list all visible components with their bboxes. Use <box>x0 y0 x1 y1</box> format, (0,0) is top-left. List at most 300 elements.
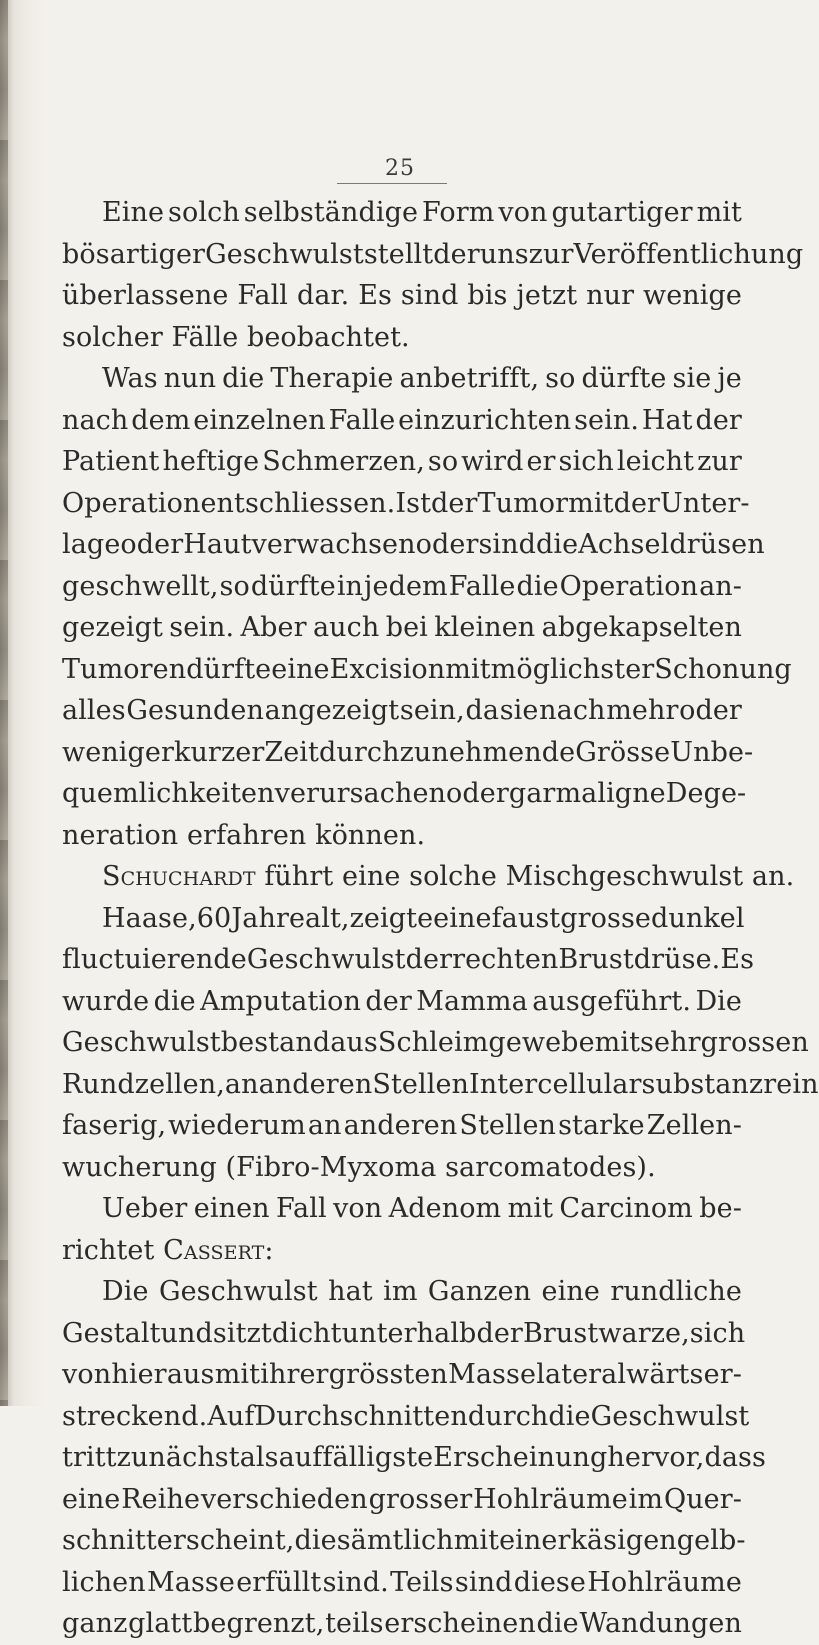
word: so <box>545 363 576 394</box>
word: ganz <box>62 1608 128 1639</box>
text-line <box>62 1230 742 1272</box>
word: wiederum <box>168 1110 306 1141</box>
word: sind <box>454 1566 513 1598</box>
word: Masse <box>147 1566 235 1598</box>
text-line <box>62 649 792 691</box>
word: Durchschnitten <box>254 1400 468 1432</box>
line-text: neration erfahren können. <box>62 819 426 851</box>
line-text: solcher Fälle beobachtet. <box>62 321 410 353</box>
word: verschieden <box>200 1483 368 1515</box>
word: dem <box>131 404 191 436</box>
word: Ueber <box>102 1193 188 1224</box>
text-line <box>62 1022 809 1064</box>
word: im <box>383 1276 418 1307</box>
word: sie <box>672 363 712 394</box>
word: aus <box>166 1359 215 1390</box>
word: dass <box>704 1442 766 1473</box>
word: Form <box>421 197 495 228</box>
word: Schleimgewebe <box>377 1027 595 1058</box>
text-line <box>62 1313 746 1355</box>
word: sein. <box>169 612 235 643</box>
word: lichen <box>62 1566 146 1598</box>
word: verwachsen <box>251 529 416 560</box>
text-line <box>62 441 742 483</box>
word: Hohlräume <box>473 1483 628 1515</box>
word: Tumoren <box>62 653 187 685</box>
word: Grösse <box>575 736 671 768</box>
line-text <box>62 939 755 981</box>
body-text <box>62 192 819 1645</box>
word: Haut <box>183 529 252 560</box>
word: gar <box>508 778 556 809</box>
word: mit <box>568 487 614 519</box>
word: an <box>224 1068 259 1100</box>
word: Zellen- <box>646 1110 742 1141</box>
line-text <box>62 1562 742 1604</box>
word: erscheint, <box>156 1525 295 1556</box>
word: mit <box>696 197 742 228</box>
word: teils <box>325 1608 384 1639</box>
line-prefix: richtet <box>62 1234 164 1266</box>
binding-edge <box>0 0 8 1406</box>
word: Adenom <box>388 1193 502 1224</box>
word: von <box>333 1193 383 1224</box>
text-line <box>62 1188 742 1230</box>
line-text <box>62 1354 742 1396</box>
text-line <box>62 607 742 649</box>
word: erscheinen <box>384 1608 536 1639</box>
word: bösartiger <box>62 238 206 270</box>
word: Zeit <box>264 736 319 768</box>
word: Brustdrüse. <box>558 944 721 975</box>
word: hervor, <box>607 1442 705 1473</box>
word: auffälligste <box>278 1442 434 1473</box>
text-line <box>62 856 795 898</box>
line-text <box>102 358 742 400</box>
word: abgekapselten <box>541 612 742 643</box>
line-text <box>62 773 747 815</box>
word: Es <box>720 944 755 975</box>
line-text <box>62 1603 742 1645</box>
text-line <box>62 1396 750 1438</box>
word: Haase, <box>102 902 197 934</box>
word: Schmerzen, <box>262 446 425 477</box>
word: be- <box>699 1193 742 1224</box>
word: durch <box>467 1400 549 1432</box>
word: wurde <box>62 985 150 1017</box>
word: Hat <box>641 404 693 436</box>
text-line <box>62 275 742 317</box>
word: unterhalb <box>341 1317 477 1349</box>
word: überlassene <box>62 280 229 311</box>
word: anderen <box>258 1068 373 1100</box>
word: dar. <box>296 280 350 311</box>
word: der <box>433 238 480 270</box>
word: begrenzt, <box>193 1608 325 1639</box>
word: zeigte <box>349 902 434 934</box>
word: nun <box>163 363 217 394</box>
word: rundliche <box>610 1276 742 1307</box>
word: Fall <box>276 1193 327 1224</box>
word: von <box>62 1359 112 1390</box>
word: alles <box>62 695 126 726</box>
word: solch <box>168 197 240 228</box>
word: dürfte <box>186 653 272 685</box>
text-line <box>62 815 742 857</box>
word: entschliessen. <box>200 487 396 519</box>
word: sein, <box>399 695 465 726</box>
word: von <box>498 197 548 228</box>
text-line <box>62 1271 742 1313</box>
word: dicht <box>271 1317 342 1349</box>
word: stellt <box>363 238 434 270</box>
word: sind <box>478 529 537 560</box>
word: Quer- <box>663 1483 742 1515</box>
word: Wandungen <box>579 1608 742 1639</box>
text-line <box>62 192 742 234</box>
line-text <box>62 1105 742 1147</box>
word: grosser <box>368 1483 473 1515</box>
word: die <box>153 985 196 1017</box>
word: sich <box>689 1317 746 1349</box>
word: Jahre <box>231 902 306 934</box>
word: wenige <box>643 280 742 311</box>
word: auch <box>312 612 380 643</box>
line-text <box>62 981 742 1023</box>
word: zur <box>528 238 574 270</box>
line-text <box>62 1520 746 1562</box>
word: Operation <box>62 487 201 519</box>
word: Gesunden <box>126 695 264 726</box>
word: Schonung <box>654 653 792 685</box>
word: uns <box>479 238 529 270</box>
line-text: führt eine solche Mischgeschwulst an. <box>255 861 795 892</box>
text-line <box>62 1147 742 1189</box>
word: der <box>431 487 478 519</box>
line-text: wucherung (Fibro-Myxoma sarcomatodes). <box>62 1151 656 1183</box>
line-text: : <box>264 1234 274 1266</box>
word: Reihe <box>121 1483 201 1515</box>
word: oder <box>120 529 184 560</box>
word: Stellen <box>372 1068 470 1100</box>
word: je <box>717 363 742 394</box>
text-line <box>62 939 755 981</box>
page-number-rule <box>337 183 447 184</box>
word: glatt <box>128 1608 193 1639</box>
text-line <box>62 524 765 566</box>
word: Tumor <box>477 487 569 519</box>
word: möglichster <box>490 653 655 685</box>
word: 60 <box>196 902 232 934</box>
word: dürfte <box>250 570 336 602</box>
line-text <box>62 566 742 608</box>
word: sind. <box>322 1566 389 1598</box>
word: eine <box>62 1483 121 1515</box>
word: weniger <box>62 736 174 768</box>
text-line <box>62 1105 742 1147</box>
word: leicht <box>616 446 695 477</box>
word: fluctuierende <box>62 944 247 975</box>
text-line <box>62 317 742 359</box>
word: die <box>536 1608 579 1639</box>
word: Geschwulst <box>246 944 406 975</box>
word: Rundzellen, <box>62 1068 225 1100</box>
word: verursachen <box>274 778 447 809</box>
word: der <box>365 985 412 1017</box>
word: bei <box>385 612 428 643</box>
word: Carcinom <box>559 1193 693 1224</box>
text-line <box>62 566 742 608</box>
word: die <box>516 570 559 602</box>
word: sie <box>499 695 539 726</box>
text-line <box>62 898 745 940</box>
word: der <box>476 1317 523 1349</box>
word: mit <box>594 1027 641 1058</box>
text-line <box>62 234 804 276</box>
word: Geschwulst <box>158 1276 318 1307</box>
line-text <box>62 1313 746 1355</box>
word: Falle <box>328 404 396 436</box>
word: jetzt <box>516 280 578 311</box>
line-text <box>62 1396 750 1438</box>
word: da <box>465 695 500 726</box>
text-line <box>62 732 754 774</box>
word: als <box>239 1442 279 1473</box>
word: an <box>307 1110 342 1141</box>
word: starke <box>558 1110 645 1141</box>
word: aus <box>330 1027 378 1058</box>
word: der <box>405 944 453 975</box>
word: oder <box>446 778 509 809</box>
word: Die <box>695 985 742 1017</box>
word: sehr <box>640 1027 701 1058</box>
word: kurzer <box>173 736 265 768</box>
word: diese <box>513 1566 586 1598</box>
word: einzurichten <box>398 404 572 436</box>
author-name: Cassert <box>163 1234 265 1266</box>
text-line <box>62 358 742 400</box>
word: Unbe- <box>670 736 754 768</box>
word: gezeigt <box>62 612 163 643</box>
word: im <box>628 1483 664 1515</box>
word: schnitt <box>62 1525 157 1556</box>
word: zur <box>697 446 742 477</box>
word: einer <box>499 1525 571 1556</box>
word: Geschwulst <box>590 1400 750 1432</box>
text-line <box>62 773 747 815</box>
word: eine <box>271 653 330 685</box>
text-line <box>62 1520 746 1562</box>
word: sämtlich <box>336 1525 454 1556</box>
word: hier <box>111 1359 167 1390</box>
word: Es <box>358 280 392 311</box>
word: die <box>222 363 265 394</box>
word: sind <box>400 280 459 311</box>
word: Stellen <box>459 1110 557 1141</box>
word: anderen <box>343 1110 458 1141</box>
word: dunkel <box>650 902 745 934</box>
word: gutartiger <box>551 197 693 228</box>
word: Geschwulst <box>205 238 364 270</box>
word: wird <box>461 446 524 477</box>
word: maligne <box>555 778 666 809</box>
word: mit <box>214 1359 261 1390</box>
word: er <box>526 446 556 477</box>
word: so <box>427 446 459 477</box>
word: grössten <box>328 1359 448 1390</box>
word: Geschwulst <box>62 1027 221 1058</box>
text-line <box>62 1479 742 1521</box>
word: Gestalt <box>62 1317 161 1349</box>
line-text <box>62 234 804 276</box>
author-name: Schuchardt <box>102 861 256 892</box>
word: Falle <box>448 570 516 602</box>
line-text <box>62 524 765 566</box>
line-text <box>62 275 742 317</box>
text-line <box>62 483 750 525</box>
line-text <box>62 607 742 649</box>
word: quemlichkeiten <box>62 778 275 809</box>
line-text <box>102 1188 742 1230</box>
word: bis <box>467 280 508 311</box>
word: sich <box>558 446 614 477</box>
word: faserig, <box>62 1110 167 1141</box>
word: lateralwärts <box>536 1359 704 1390</box>
word: eine <box>433 902 492 934</box>
word: Die <box>102 1276 149 1307</box>
word: sein. <box>574 404 640 436</box>
word: die <box>548 1400 591 1432</box>
text-line <box>62 1603 742 1645</box>
word: der <box>695 404 742 436</box>
word: der <box>613 487 661 519</box>
line-text <box>62 400 742 442</box>
word: rechten <box>452 944 559 975</box>
word: Eine <box>102 197 165 228</box>
word: zunächst <box>116 1442 240 1473</box>
word: nach <box>62 404 129 436</box>
word: Was <box>102 363 158 394</box>
word: streckend. <box>62 1400 208 1432</box>
word: mit <box>445 653 491 685</box>
line-text <box>102 192 742 234</box>
word: Patient <box>62 446 160 477</box>
word: mit <box>507 1193 554 1224</box>
word: Amputation <box>200 985 362 1017</box>
word: käsigen <box>570 1525 677 1556</box>
word: Fall <box>237 280 289 311</box>
word: lage <box>62 529 121 560</box>
word: an- <box>699 570 742 602</box>
word: oder <box>679 695 742 726</box>
word: heftige <box>162 446 260 477</box>
word: jedem <box>364 570 448 602</box>
word: dürfte <box>581 363 667 394</box>
line-text <box>62 1479 742 1521</box>
line-text <box>62 690 742 732</box>
word: durch <box>318 736 400 768</box>
word: gelb- <box>676 1525 746 1556</box>
word: nur <box>586 280 635 311</box>
word: einen <box>193 1193 270 1224</box>
word: Ist <box>395 487 432 519</box>
word: anbetrifft, <box>399 363 540 394</box>
word: Achseldrüsen <box>578 529 765 560</box>
word: angezeigt <box>264 695 400 726</box>
word: grossen <box>700 1027 809 1058</box>
word: bestand <box>220 1027 331 1058</box>
line-text <box>62 649 792 691</box>
word: er- <box>703 1359 742 1390</box>
word: und <box>160 1317 213 1349</box>
word: Mamma <box>416 985 528 1017</box>
word: Masse <box>448 1359 537 1390</box>
line-text <box>62 1022 809 1064</box>
word: in <box>336 570 364 602</box>
text-line <box>62 690 742 732</box>
word: die <box>294 1525 337 1556</box>
word: tritt <box>62 1442 117 1473</box>
text-line <box>62 400 742 442</box>
word: alt, <box>305 902 350 934</box>
word: eine <box>541 1276 600 1307</box>
word: die <box>536 529 579 560</box>
word: Erscheinung <box>433 1442 608 1473</box>
word: hat <box>328 1276 373 1307</box>
word: faustgrosse <box>491 902 651 934</box>
word: oder <box>415 529 479 560</box>
line-text <box>62 732 754 774</box>
word: Aber <box>240 612 307 643</box>
word: Operation <box>559 570 699 602</box>
word: ihrer <box>260 1359 329 1390</box>
word: kleinen <box>434 612 536 643</box>
page-number: 25 <box>385 156 415 181</box>
line-text <box>62 441 742 483</box>
word: mehr <box>606 695 679 726</box>
word: Therapie <box>270 363 394 394</box>
word: Dege- <box>665 778 747 809</box>
word: selbständige <box>243 197 419 228</box>
word: Veröffentlichung <box>573 238 804 270</box>
line-text <box>102 898 745 940</box>
word: Excision <box>329 653 446 685</box>
word: mit <box>453 1525 500 1556</box>
word: nach <box>539 695 606 726</box>
word: Intercellularsubstanz <box>469 1068 764 1100</box>
word: einzelnen <box>193 404 326 436</box>
word: Teils <box>390 1566 454 1598</box>
text-line <box>62 1437 766 1479</box>
word: Ganzen <box>427 1276 532 1307</box>
word: zunehmende <box>399 736 576 768</box>
word: ausgeführt. <box>532 985 692 1017</box>
word: rein <box>763 1068 819 1100</box>
line-text <box>62 1437 766 1479</box>
word: Hohlräume <box>587 1566 742 1598</box>
word: so <box>219 570 250 602</box>
line-text <box>62 483 750 525</box>
text-line <box>62 1562 742 1604</box>
text-line <box>62 1354 742 1396</box>
word: Brustwarze, <box>522 1317 690 1349</box>
text-line <box>62 981 742 1023</box>
word: Unter- <box>660 487 750 519</box>
word: erfüllt <box>236 1566 322 1598</box>
word: sitzt <box>212 1317 272 1349</box>
line-text <box>102 1271 742 1313</box>
line-text <box>62 1064 819 1106</box>
